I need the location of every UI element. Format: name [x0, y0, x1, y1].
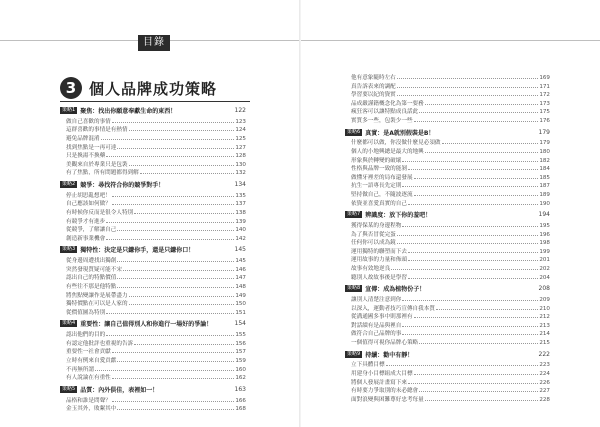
entry-title: 認出他們的目的 [66, 332, 106, 339]
entry-title: 重要性一社會貢獻 [66, 349, 111, 356]
section-tag: 策略9 [347, 350, 361, 357]
dot-leader [397, 95, 539, 96]
dot-leader [402, 326, 538, 327]
page-number: 202 [539, 266, 550, 272]
toc-section[interactable] [60, 106, 246, 115]
section-title: 品質：內外俱佳，表裡如一！ [80, 386, 159, 394]
entry-title: 只是換湯不換藥 [66, 153, 106, 160]
page-number: 137 [235, 201, 246, 208]
entry-title: 有時候你反而是很令人特別 [66, 210, 134, 216]
toc-section[interactable] [345, 284, 550, 293]
toc-entry[interactable] [66, 308, 246, 316]
entry-title: 立時有例來自愛貢獻 [66, 358, 117, 364]
toc-entry[interactable] [351, 156, 550, 164]
toc-entry[interactable] [351, 321, 550, 329]
toc-entry[interactable] [66, 347, 246, 355]
entry-title: 將焦點變讓作是展帶盡力 [66, 292, 128, 299]
entry-title: 獲得保某的身邊程物 [351, 223, 402, 229]
dot-leader [391, 269, 538, 270]
dot-leader [397, 243, 539, 244]
toc-label: 目錄 [138, 35, 170, 51]
page-number: 223 [539, 362, 550, 369]
toc-entry[interactable] [66, 282, 246, 290]
entry-title: 將個人發展計畫寫下來 [351, 379, 407, 386]
page-fold [299, 0, 301, 427]
toc-entry[interactable] [66, 191, 246, 199]
page-number: 162 [235, 375, 246, 382]
page-number: 214 [539, 331, 550, 338]
toc-entry[interactable] [351, 164, 550, 172]
entry-title: 從價值圖為特別 [66, 309, 106, 316]
page-number: 204 [539, 274, 550, 281]
page-number: 194 [538, 211, 550, 219]
entry-title: 從溝通國多事中則那裡有 [351, 314, 413, 321]
toc-entry[interactable] [351, 264, 550, 272]
dot-leader [414, 121, 539, 122]
toc-entry[interactable] [66, 117, 246, 125]
section-tag: 策略1 [62, 107, 76, 113]
toc-section[interactable] [60, 319, 246, 328]
page-number: 163 [234, 385, 246, 393]
page-number: 180 [539, 149, 550, 155]
entry-title: 他有意象隨時左右 [351, 75, 396, 81]
entry-title: 獨特價點在可以是人家的 [66, 301, 128, 308]
page-number: 168 [235, 406, 246, 413]
toc-entry[interactable] [66, 208, 246, 216]
dot-leader [129, 165, 235, 166]
page-number: 125 [235, 136, 246, 142]
toc-entry[interactable] [351, 221, 550, 229]
dot-leader [408, 260, 538, 261]
page-number: 209 [539, 297, 550, 303]
page-number: 172 [539, 92, 550, 99]
page-number: 227 [539, 388, 550, 395]
toc-entry[interactable] [66, 404, 246, 412]
dot-leader [408, 204, 538, 205]
chapter-number: 3 [60, 77, 82, 99]
toc-entry[interactable] [351, 395, 550, 403]
entry-title: 什麼都可以做，你沒做什麼見必須做 [351, 140, 441, 147]
dot-leader [414, 178, 539, 179]
page-number: 140 [235, 227, 246, 234]
page-number: 150 [235, 301, 246, 308]
section-tag: 策略7 [347, 211, 361, 218]
page-number: 190 [539, 200, 550, 207]
page-number: 189 [539, 192, 550, 198]
page-number: 208 [538, 285, 550, 293]
entry-title: 避免品牌混淆 [66, 136, 100, 142]
toc-entry[interactable] [351, 304, 550, 312]
page-number: 226 [539, 379, 550, 386]
toc-entry[interactable] [351, 273, 550, 281]
section-title: 競爭：尋找符合你的競爭對手！ [80, 182, 165, 189]
page-number: 198 [539, 240, 550, 247]
entry-title: 以深入，運動者技巧宣傳自我本質 [351, 305, 435, 312]
entry-title: 突然發現質疑可能不宋 [66, 266, 122, 273]
chapter-title: 個人品牌成功策略 [89, 79, 218, 98]
section-title: 宣傳：成為植物份子！ [365, 286, 426, 294]
dot-leader [419, 343, 538, 344]
page-number: 222 [538, 350, 550, 358]
entry-title: 依資並喜愛真實的自己 [351, 200, 407, 207]
page-number: 156 [235, 340, 246, 347]
section-title: 辨識度：放下你的羞吧！ [365, 212, 432, 220]
entry-title: 聽別人故故事後是學習 [351, 274, 407, 281]
toc-entry[interactable] [66, 339, 246, 347]
dot-leader [397, 87, 539, 88]
entry-title: 金玉其外，敗絮其中 [66, 406, 117, 413]
chapter-heading [60, 77, 217, 99]
entry-title: 自己應該如何做？ [66, 201, 111, 208]
dot-leader [129, 304, 235, 305]
page-number: 134 [234, 181, 246, 188]
entry-title: 抗生一語專長先定則 [351, 183, 402, 190]
toc-entry[interactable] [351, 230, 550, 238]
entry-title: 美觀來自於專業只是包裝 [66, 161, 128, 168]
page-number: 179 [538, 128, 550, 136]
section-tag: 策略8 [347, 285, 361, 292]
dot-leader [117, 230, 234, 231]
entry-title: 這群喜歡的事情是有熱情 [66, 127, 128, 134]
entry-title: 從身邊周遭找出獨創 [66, 258, 117, 265]
toc-entry[interactable] [351, 360, 550, 368]
dot-leader [402, 186, 538, 187]
toc-entry[interactable] [66, 291, 246, 299]
dot-leader [106, 222, 234, 223]
toc-entry[interactable] [351, 386, 550, 394]
entry-title: 從競爭，了解讓自己 [66, 227, 117, 234]
page-number: 138 [235, 210, 246, 216]
dot-leader [414, 195, 539, 196]
toc-entry[interactable] [66, 143, 246, 151]
page-number: 159 [235, 358, 246, 364]
entry-title: 實質多一些，包裝少一些 [351, 118, 413, 124]
entry-title: 找到焦點是一再可達 [66, 144, 117, 151]
toc-entry[interactable] [66, 125, 246, 133]
entry-title: 有競爭才有進步 [66, 218, 106, 225]
toc-entry[interactable] [351, 181, 550, 189]
toc-entry[interactable] [66, 160, 246, 168]
toc-entry[interactable] [351, 107, 550, 115]
dot-leader [95, 370, 234, 371]
entry-title: 為了與否冒從完蛋 [351, 231, 396, 238]
toc-entry[interactable] [66, 256, 246, 264]
page-number: 139 [235, 218, 246, 225]
page-number: 145 [234, 246, 246, 254]
dot-leader [386, 365, 539, 366]
page-number: 185 [539, 174, 550, 181]
page-number: 210 [539, 305, 550, 312]
dot-leader [117, 361, 234, 362]
dot-leader [414, 374, 539, 375]
dot-leader [106, 313, 234, 314]
toc-entry[interactable] [66, 330, 246, 338]
toc-section[interactable] [345, 350, 550, 359]
entry-title: 品成嚴謹籍概念化為第一要務 [351, 100, 424, 107]
section-tag: 策略3 [62, 246, 76, 253]
toc-entry[interactable] [351, 255, 550, 263]
entry-title: 讓別人清楚注意到你 [351, 297, 402, 303]
page-number: 212 [539, 314, 550, 321]
entry-title: 做懂牙裡差的局布還發展 [351, 174, 413, 181]
page-number: 151 [235, 309, 246, 316]
entry-title: 做自己喜歡的事情 [66, 118, 111, 125]
entry-title: 做符合自己品牌的事 [351, 331, 402, 338]
entry-title: 有些往不那是他特點 [66, 284, 117, 290]
toc-section[interactable] [345, 210, 550, 219]
section-tag: 策略6 [347, 128, 361, 135]
entry-title: 瘋狂客可以讓特點成良話此 [351, 109, 419, 116]
page-number: 173 [539, 100, 550, 107]
toc-entry[interactable] [66, 234, 246, 242]
toc-entry[interactable] [351, 295, 550, 303]
dot-leader [425, 104, 539, 105]
entry-title: 有認定他批評也重視的告訴 [66, 340, 134, 347]
toc-entry[interactable] [66, 396, 246, 404]
toc-entry[interactable] [351, 329, 550, 337]
dot-leader [436, 309, 538, 310]
page-number: 147 [235, 275, 246, 282]
dot-leader [112, 122, 235, 123]
page-number: 228 [539, 396, 550, 403]
toc-entry[interactable] [351, 99, 550, 107]
toc-entry[interactable] [351, 138, 550, 146]
dot-leader [129, 130, 235, 131]
dot-leader [414, 317, 539, 318]
dot-leader [101, 139, 235, 140]
toc-entry[interactable] [66, 151, 246, 159]
section-tag: 策略2 [62, 181, 76, 187]
page-number: 195 [539, 223, 550, 229]
toc-entry[interactable] [66, 365, 246, 373]
toc-entry[interactable] [351, 147, 550, 155]
page-number: 123 [235, 118, 246, 125]
entry-title: 故事有效地逆良 [351, 266, 391, 272]
toc-entry[interactable] [351, 90, 550, 98]
entry-title: 任何你可以成為鏡 [351, 240, 396, 247]
entry-title: 面對浪變與困難尊好忠考每量 [351, 396, 424, 403]
entry-title: 停止胡思亂想吧！ [66, 192, 111, 199]
dot-leader [112, 196, 235, 197]
toc-section[interactable] [60, 245, 246, 254]
toc-entry[interactable] [351, 190, 550, 198]
page-number: 166 [235, 397, 246, 404]
toc-entry[interactable] [351, 173, 550, 181]
toc-entry[interactable] [66, 356, 246, 364]
page-number: 175 [539, 109, 550, 116]
toc-entry[interactable] [351, 338, 550, 346]
page-number: 169 [539, 75, 550, 81]
dot-leader [419, 391, 538, 392]
entry-title: 有時要力爭取別的未必總會 [351, 388, 419, 395]
entry-title: 用建身小目標組成大目標 [351, 371, 413, 377]
dot-leader [408, 252, 538, 253]
dot-leader [397, 78, 539, 79]
toc-section[interactable] [60, 385, 246, 394]
dot-leader [442, 143, 539, 144]
dot-leader [112, 204, 235, 205]
page-number: 130 [235, 161, 246, 168]
dot-leader [134, 213, 234, 214]
page-number: 157 [235, 349, 246, 356]
page-number: 135 [235, 192, 246, 199]
page-number: 182 [539, 157, 550, 164]
dot-leader [408, 383, 538, 384]
page-number: 224 [539, 371, 550, 377]
entry-title: 對話績有是品與裡自 [351, 322, 402, 329]
dot-leader [106, 156, 234, 157]
toc-entry[interactable] [66, 217, 246, 225]
dot-leader [397, 235, 539, 236]
toc-entry[interactable] [66, 273, 246, 281]
dot-leader [408, 278, 538, 279]
toc-entry[interactable] [351, 116, 550, 124]
entry-title: 品格和誰是問聲？ [66, 397, 111, 404]
toc-entry[interactable] [351, 378, 550, 386]
dot-leader [117, 278, 234, 279]
toc-entry[interactable] [66, 373, 246, 381]
toc-entry[interactable] [351, 82, 550, 90]
entry-title: 認出自己的特點價值 [66, 275, 117, 282]
entry-title: 不再無所謂 [66, 366, 94, 373]
dot-leader [106, 239, 234, 240]
entry-title: 有了焦點，所有問題都得到解 [66, 170, 139, 177]
toc-entry[interactable] [351, 199, 550, 207]
page-number: 142 [235, 235, 246, 242]
page-number: 128 [235, 153, 246, 160]
dot-leader [117, 148, 234, 149]
entry-title: 性格與品牌一致的能剝 [351, 166, 407, 173]
page-number: 213 [539, 322, 550, 329]
toc-entry[interactable] [351, 238, 550, 246]
entry-title: 真告訴表來的調配 [351, 83, 396, 90]
toc-entry[interactable] [351, 369, 550, 377]
page-number: 132 [235, 170, 246, 177]
toc-entry[interactable] [351, 73, 550, 81]
toc-entry[interactable] [66, 265, 246, 273]
dot-leader [402, 226, 538, 227]
entry-title: 有人說論在有重性 [66, 375, 111, 382]
section-title: 聚焦：找出你願意奉獻生命的東西！ [80, 108, 177, 115]
chapter-rule [60, 101, 250, 102]
page-number: 215 [539, 340, 550, 346]
page-number: 155 [235, 332, 246, 339]
toc-entry[interactable] [66, 225, 246, 233]
page-number: 184 [539, 166, 550, 173]
toc-section[interactable] [345, 128, 550, 137]
entry-title: 個人的小地興總是最大的地興 [351, 149, 424, 155]
page-number: 154 [234, 320, 246, 328]
dot-leader [402, 300, 538, 301]
dot-leader [112, 352, 235, 353]
dot-leader [112, 378, 235, 379]
page-number: 187 [539, 183, 550, 190]
dot-leader [112, 401, 235, 402]
dot-leader [408, 169, 538, 170]
toc-entry[interactable] [66, 168, 246, 176]
page-number: 122 [234, 107, 246, 114]
page-number: 124 [235, 127, 246, 134]
page-number: 171 [539, 83, 550, 90]
page-number: 148 [235, 284, 246, 290]
page-number: 160 [235, 366, 246, 373]
entry-title: 運用故事的力量和佈頭 [351, 257, 407, 264]
dot-leader [106, 335, 234, 336]
section-title: 持續：勸中有靜！ [365, 351, 414, 359]
dot-leader [117, 409, 234, 410]
entry-title: 運用獨特的聯塑而下去 [351, 248, 407, 255]
toc-entry[interactable] [351, 312, 550, 320]
dot-leader [402, 161, 538, 162]
page-number: 127 [235, 144, 246, 151]
section-title: 重要性：讓自己值得別人和你進行一場好的爭論！ [80, 321, 213, 329]
page-number: 149 [235, 292, 246, 299]
page-number: 176 [539, 118, 550, 124]
dot-leader [123, 270, 234, 271]
page-number: 179 [539, 140, 550, 147]
section-tag: 策略5 [62, 385, 76, 392]
section-title: 獨特性：決定是只鎌你手，還是只鎌你口！ [80, 247, 195, 255]
dot-leader [117, 287, 234, 288]
page-number: 196 [539, 231, 550, 238]
page-number: 201 [539, 257, 550, 264]
entry-title: 堅持做自己，不隨波逐流 [351, 192, 413, 198]
dot-leader [402, 334, 538, 335]
entry-title: 創造新事業機會 [66, 235, 106, 242]
dot-leader [419, 112, 538, 113]
dot-leader [425, 152, 539, 153]
toc-entry[interactable] [66, 134, 246, 142]
dot-leader [134, 344, 234, 345]
page-number: 145 [235, 258, 246, 265]
page-number: 199 [539, 248, 550, 255]
toc-entry[interactable] [66, 199, 246, 207]
section-title: 真實：是A就別假裝是B！ [365, 129, 435, 137]
dot-leader [425, 400, 539, 401]
toc-section[interactable] [60, 180, 246, 189]
page-number: 146 [235, 266, 246, 273]
entry-title: 形象與於轉變的破壞 [351, 157, 402, 164]
section-tag: 策略4 [62, 320, 76, 327]
entry-title: 立下具體目標 [351, 362, 385, 369]
toc-entry[interactable] [351, 247, 550, 255]
dot-leader [129, 296, 235, 297]
toc-entry[interactable] [66, 299, 246, 307]
entry-title: 一個值得可視你品牌心策略 [351, 340, 419, 346]
dot-leader [117, 261, 234, 262]
entry-title: 學習要以紀的資實 [351, 92, 396, 99]
dot-leader [140, 173, 235, 174]
